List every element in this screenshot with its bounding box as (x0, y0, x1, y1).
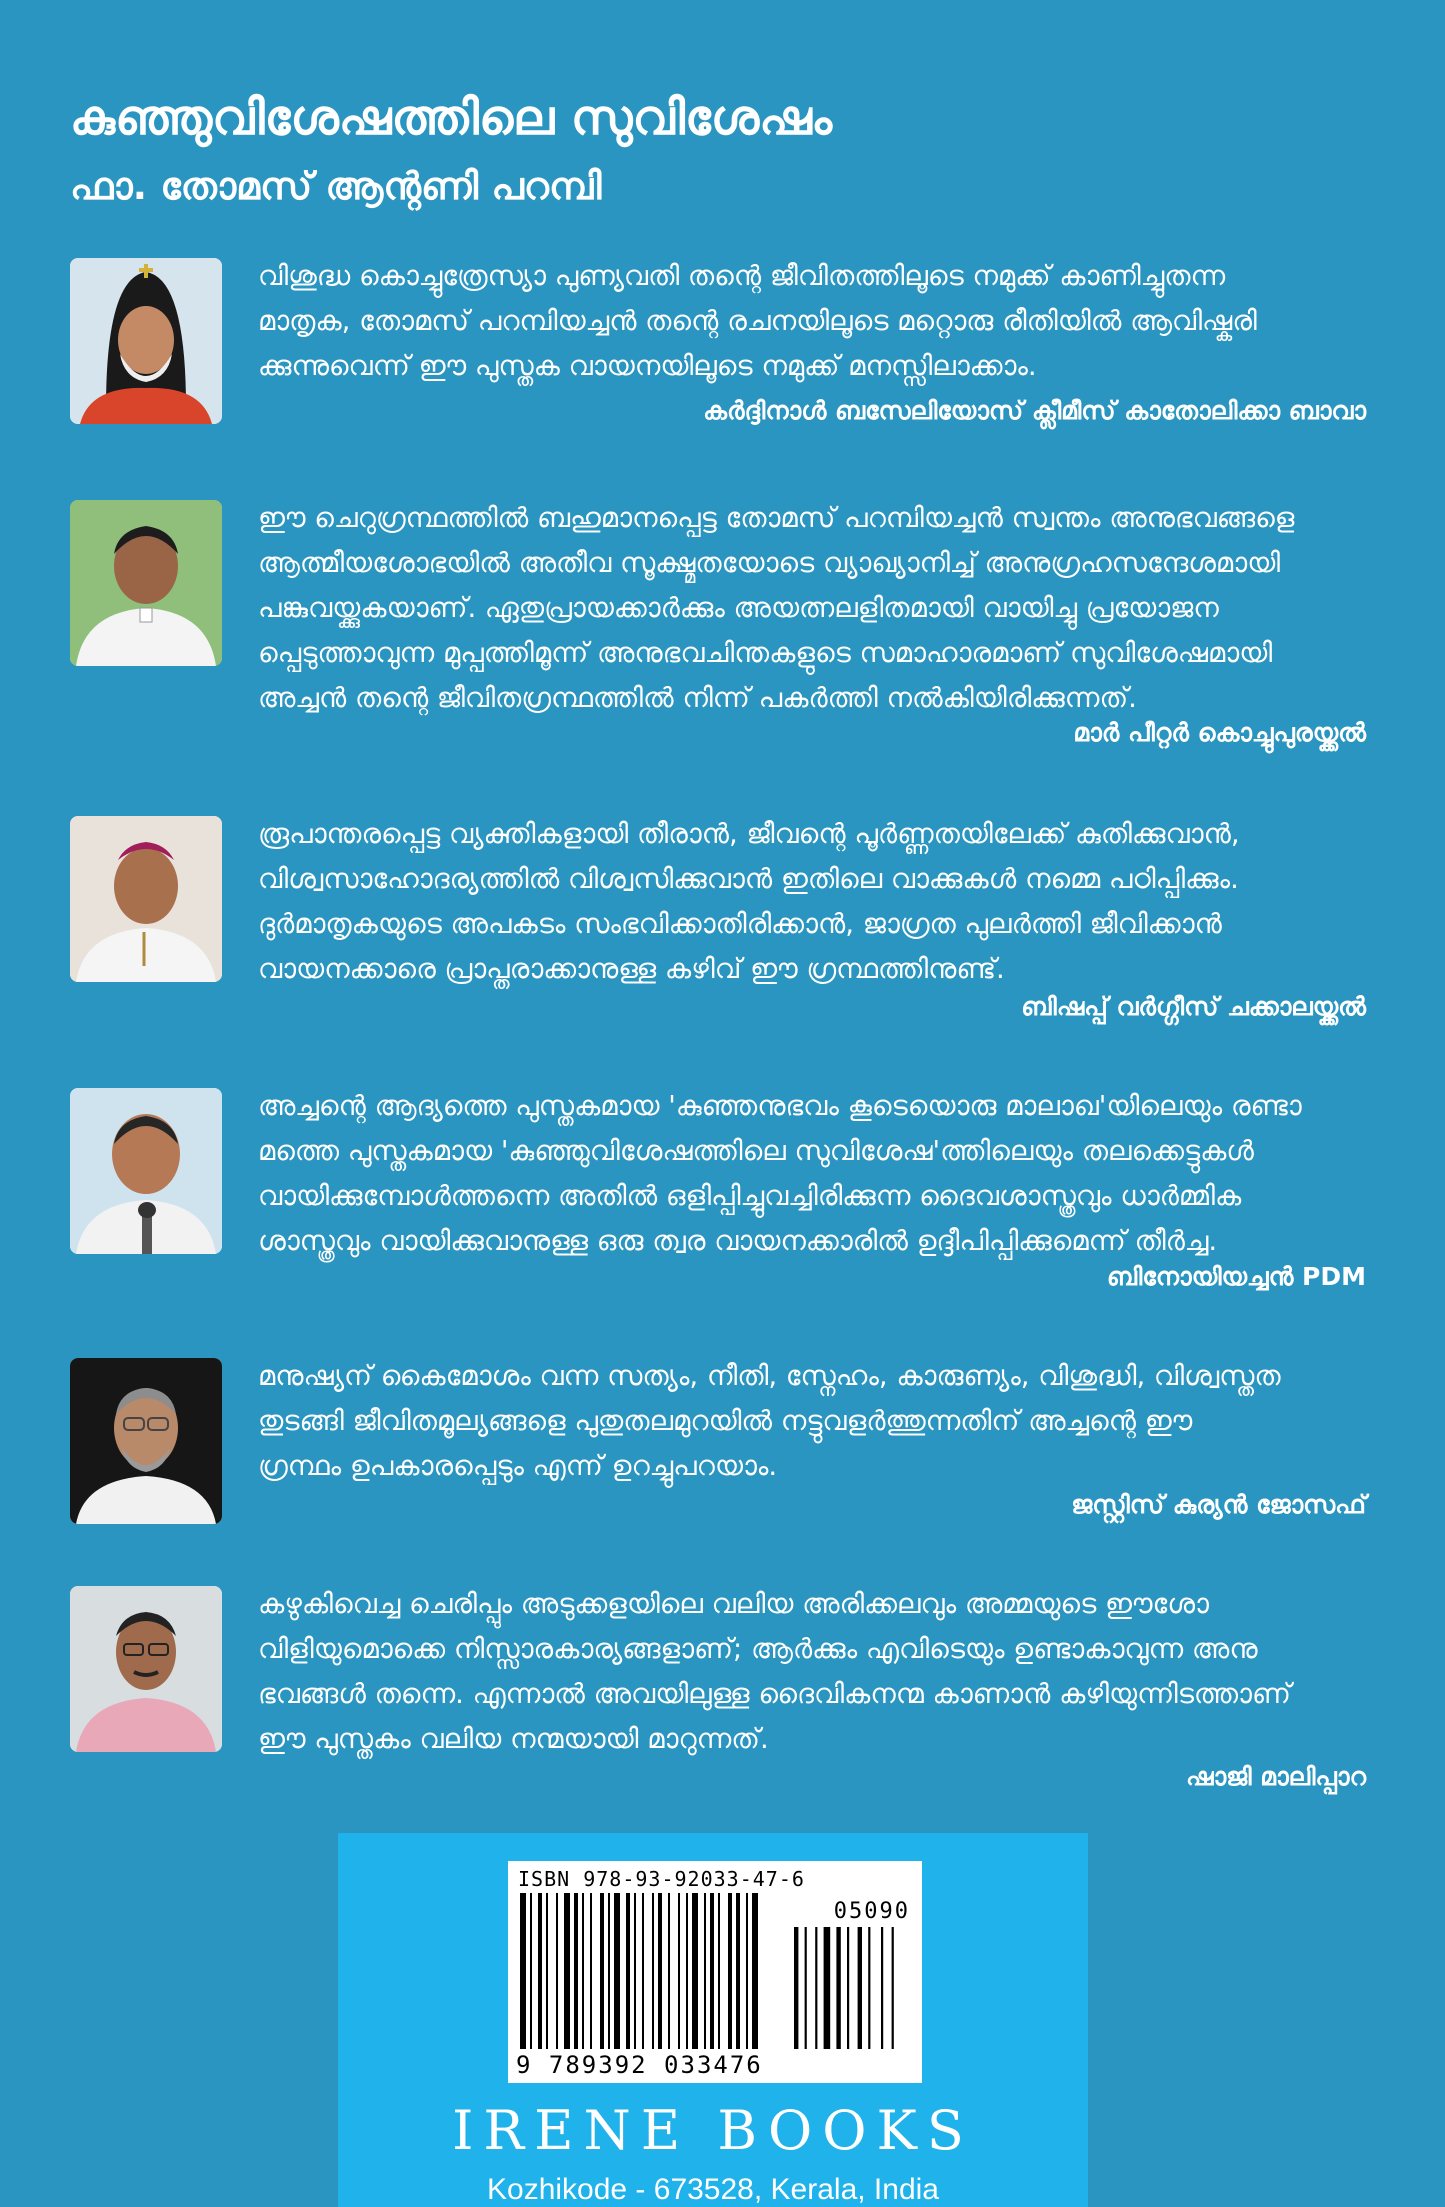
portrait-bishop-black-hood-icon (70, 258, 222, 424)
publisher-panel (338, 1833, 1088, 2207)
quote-line: ഗ്രന്ഥം ഉപകാരപ്പെടും എന്ന് ഉറച്ചുപറയാം. (258, 1450, 778, 1482)
quote-line: കഴുകിവെച്ച ചെരിപ്പും അടുക്കളയിലെ വലിയ അരിക്കലവും അമ്മയുടെ ഈശോ (258, 1588, 1209, 1620)
reviewer-photo (70, 1586, 222, 1752)
reviewer-photo (70, 500, 222, 666)
quote-line: ദുർമാതൃകയുടെ അപകടം സംഭവിക്കാതിരിക്കാൻ, ജാഗ്രത പുലർത്തി ജീവിക്കാൻ (258, 908, 1222, 940)
cover-header (70, 88, 1370, 211)
publisher-address: Kozhikode - 673528, Kerala, India (487, 2173, 939, 2206)
quote-line: രൂപാന്തരപ്പെട്ട വ്യക്തികളായി തീരാൻ, ജീവന്റെ പൂർണ്ണതയിലേക്ക് കുതിക്കുവാൻ, (258, 818, 1240, 850)
portrait-priest-white-cassock-icon (70, 500, 222, 666)
review-quote (258, 812, 1366, 992)
quote-line: ആത്മീയശോഭയിൽ അതീവ സൂക്ഷ്മതയോടെ വ്യാഖ്യാനിച്ച് അനുഗ്രഹസന്ദേശമായി (258, 547, 1281, 579)
quote-line: മാതൃക, തോമസ് പറമ്പിയച്ചൻ തന്റെ രചനയിലൂടെ മറ്റൊരു രീതിയിൽ ആവിഷ്കരി (258, 305, 1257, 337)
reviewer-name: ബിനോയിയച്ചൻ PDM (1106, 1262, 1366, 1291)
price-code: 05090 (833, 1899, 910, 1924)
quote-line: വിശ്വസാഹോദര്യത്തിൽ വിശ്വസിക്കുവാൻ ഇതിലെ വാക്കുകൾ നമ്മെ പഠിപ്പിക്കും. (258, 863, 1239, 895)
review-block-3 (70, 812, 1366, 1112)
reviewer-photo (70, 258, 222, 424)
quote-line: മനുഷ്യന് കൈമോശം വന്ന സത്യം, നീതി, സ്നേഹം, കാരുണ്യം, വിശുദ്ധി, വിശ്വസ്തത (258, 1360, 1281, 1392)
reviewer-name: കർദ്ദിനാൾ ബസേലിയോസ് ക്ലീമീസ് കാതോലിക്കാ ബാവാ (703, 396, 1366, 425)
review-quote (258, 254, 1366, 389)
quote-line: വിളിയുമൊക്കെ നിസ്സാരകാര്യങ്ങളാണ്; ആർക്കും എവിടെയും ഉണ്ടാകാവുന്ന അനു (258, 1633, 1258, 1665)
quote-line: തുടങ്ങി ജീവിതമൂല്യങ്ങളെ പുതുതലമുറയിൽ നട്ടുവളർത്തുന്നതിന് അച്ചന്റെ ഈ (258, 1405, 1193, 1437)
reviewer-name: ഷാജി മാലിപ്പാറ (1186, 1762, 1366, 1791)
reviewer-photo (70, 1358, 222, 1524)
quote-line: വായിക്കുമ്പോൾത്തന്നെ അതിൽ ഒളിപ്പിച്ചുവച്ചിരിക്കുന്ന ദൈവശാസ്ത്രവും ധാർമ്മിക (258, 1180, 1242, 1212)
review-quote (258, 496, 1366, 721)
quote-line: ശാസ്ത്രവും വായിക്കുവാനുള്ള ഒരു ത്വര വായനക്കാരിൽ ഉദ്ദീപിപ്പിക്കുമെന്ന് തീർച്ച. (258, 1225, 1218, 1257)
barcode-bars-icon (508, 1861, 922, 2083)
quote-line: വായനക്കാരെ പ്രാപ്തരാക്കാനുള്ള കഴിവ് ഈ ഗ്രന്ഥത്തിനുണ്ട്. (258, 953, 1005, 985)
reviewer-name: ജസ്റ്റിസ് കുര്യൻ ജോസഫ് (1071, 1490, 1366, 1519)
isbn-label: ISBN 978-93-92033-47-6 (518, 1867, 805, 1891)
book-title: കുഞ്ഞുവിശേഷത്തിലെ സുവിശേഷം (70, 90, 832, 146)
portrait-priest-microphone-icon (70, 1088, 222, 1254)
review-quote (258, 1084, 1366, 1264)
reviewer-name: മാർ പീറ്റർ കൊച്ചുപുരയ്ക്കൽ (1073, 718, 1366, 747)
quote-line: പങ്കുവയ്ക്കുകയാണ്. ഏതുപ്രായക്കാർക്കും അയത്നലളിതമായി വായിച്ചു പ്രയോജന (258, 592, 1219, 624)
quote-line: ഭവങ്ങൾ തന്നെ. എന്നാൽ അവയിലുള്ള ദൈവികനന്മ കാണാൻ കഴിയുന്നിടത്താണ് (258, 1678, 1291, 1710)
reviewer-photo (70, 816, 222, 982)
quote-line: ഈ ചെറുഗ്രന്ഥത്തിൽ ബഹുമാനപ്പെട്ട തോമസ് പറമ്പിയച്ചൻ സ്വന്തം അനുഭവങ്ങളെ (258, 502, 1295, 534)
portrait-man-glasses-beard-icon (70, 1358, 222, 1524)
publisher-name: IRENE BOOKS (452, 2099, 974, 2162)
quote-line: വിശുദ്ധ കൊച്ചുത്രേസ്യാ പുണ്യവതി തന്റെ ജീവിതത്തിലൂടെ നമുക്ക് കാണിച്ചുതന്ന (258, 260, 1226, 292)
review-block-4 (70, 1084, 1366, 1384)
quote-line: അച്ചൻ തന്റെ ജീവിതഗ്രന്ഥത്തിൽ നിന്ന് പകർത്തി നൽകിയിരിക്കുന്നത്. (258, 682, 1137, 714)
review-quote (258, 1354, 1366, 1489)
isbn-barcode (508, 1861, 922, 2083)
portrait-bishop-skullcap-icon (70, 816, 222, 982)
reviewer-photo (70, 1088, 222, 1254)
quote-line: അച്ചന്റെ ആദ്യത്തെ പുസ്തകമായ 'കുഞ്ഞനുഭവം കൂടെയൊരു മാലാഖ'യിലെയും രണ്ടാ (258, 1090, 1302, 1122)
portrait-man-glasses-pink-shirt-icon (70, 1586, 222, 1752)
ean-digits: 9 789392 033476 (516, 2051, 763, 2079)
quote-line: ക്കുന്നുവെന്ന് ഈ പുസ്തക വായനയിലൂടെ നമുക്ക് മനസ്സിലാക്കാം. (258, 350, 1037, 382)
quote-line: ഈ പുസ്തകം വലിയ നന്മയായി മാറുന്നത്. (258, 1723, 769, 1755)
review-block-2 (70, 496, 1366, 796)
book-author: ഫാ. തോമസ് ആന്റണി പറമ്പി (70, 164, 602, 208)
quote-line: പ്പെടുത്താവുന്ന മുപ്പത്തിമൂന്ന് അനുഭവചിന്തകളുടെ സമാഹാരമാണ് സുവിശേഷമായി (258, 637, 1273, 669)
review-quote (258, 1582, 1366, 1762)
quote-line: മത്തെ പുസ്തകമായ 'കുഞ്ഞുവിശേഷത്തിലെ സുവിശേഷ'ത്തിലെയും തലക്കെട്ടുകൾ (258, 1135, 1254, 1167)
reviewer-name: ബിഷപ്പ് വർഗ്ഗീസ് ചക്കാലയ്ക്കൽ (1021, 992, 1366, 1021)
